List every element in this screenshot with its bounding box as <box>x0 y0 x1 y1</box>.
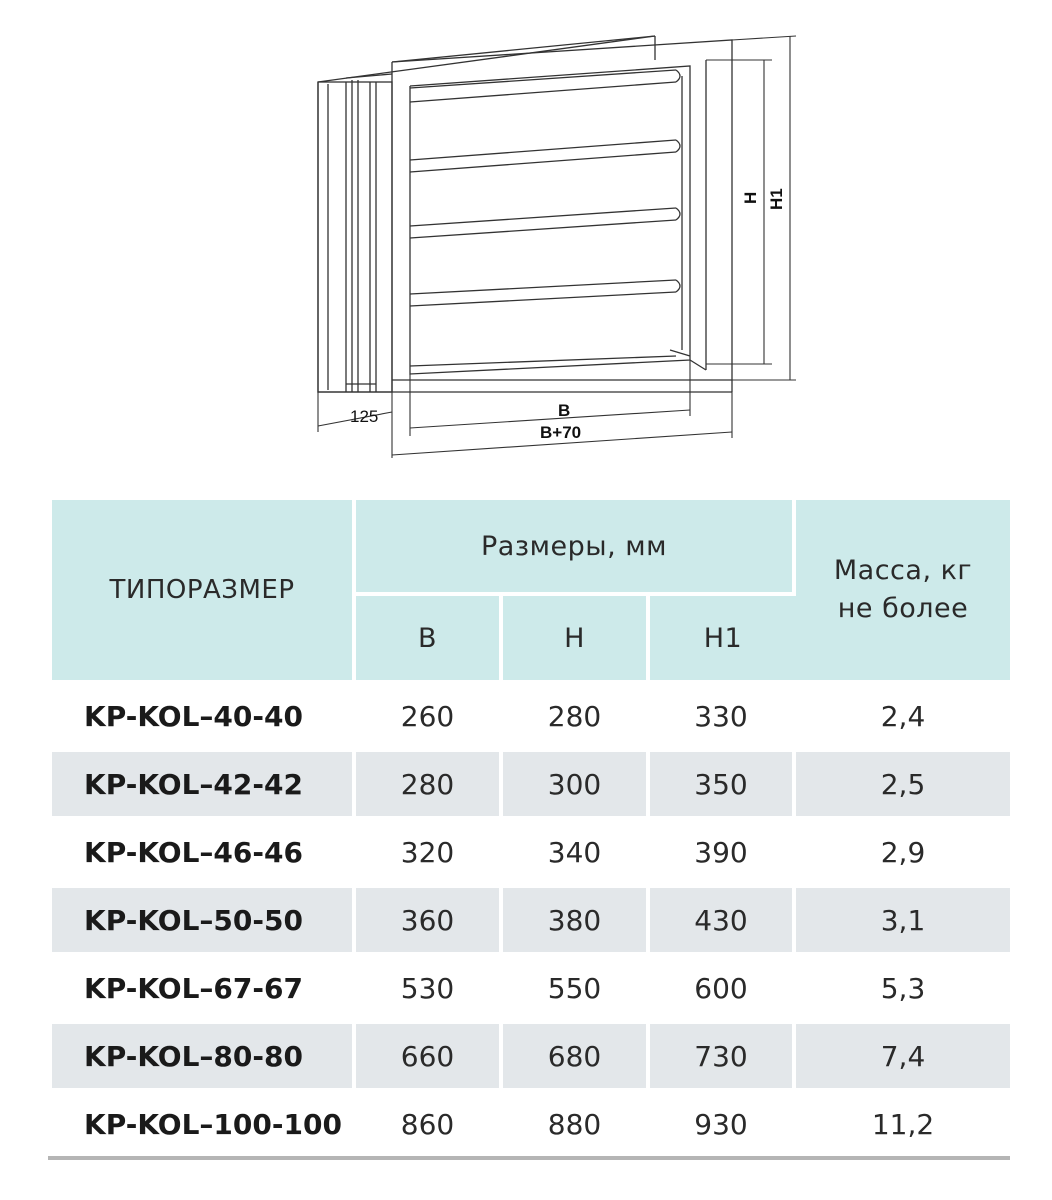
cell-mass: 2,5 <box>796 752 1010 820</box>
cell-model: KP-KOL–42-42 <box>52 752 356 820</box>
cell-h: 880 <box>503 1092 650 1160</box>
cell-mass: 2,9 <box>796 820 1010 888</box>
table-row <box>52 820 1010 888</box>
cell-h1: 730 <box>650 1024 796 1092</box>
table-row <box>52 956 1010 1024</box>
cell-b: 360 <box>356 888 503 956</box>
dim-b-label: B <box>558 401 571 420</box>
cell-mass: 3,1 <box>796 888 1010 956</box>
header-mass-line2: не более <box>837 593 969 624</box>
dim-depth-label: 125 <box>350 407 379 426</box>
cell-model: KP-KOL–67-67 <box>52 956 356 1024</box>
cell-model: KP-KOL–100-100 <box>52 1092 356 1160</box>
cell-h: 550 <box>503 956 650 1024</box>
table-bottom-rule <box>48 1156 1010 1160</box>
dim-h-label: H <box>741 191 760 204</box>
table-row <box>52 1092 1010 1160</box>
cell-h1: 430 <box>650 888 796 956</box>
damper-schematic <box>0 0 1052 480</box>
header-mass-line1: Масса, кг <box>833 555 973 586</box>
table-row <box>52 888 1010 956</box>
cell-h1: 930 <box>650 1092 796 1160</box>
cell-b: 530 <box>356 956 503 1024</box>
cell-mass: 7,4 <box>796 1024 1010 1092</box>
table-row <box>52 1024 1010 1092</box>
cell-h: 300 <box>503 752 650 820</box>
dim-h1-label: H1 <box>767 188 786 210</box>
damper-drawing <box>0 0 1052 480</box>
cell-mass: 11,2 <box>796 1092 1010 1160</box>
cell-b: 660 <box>356 1024 503 1092</box>
header-h1: H1 <box>650 596 796 684</box>
cell-h1: 600 <box>650 956 796 1024</box>
cell-h: 340 <box>503 820 650 888</box>
cell-h: 380 <box>503 888 650 956</box>
cell-h1: 390 <box>650 820 796 888</box>
header-model: ТИПОРАЗМЕР <box>52 500 356 684</box>
spec-table <box>52 500 1010 1160</box>
cell-model: KP-KOL–80-80 <box>52 1024 356 1092</box>
cell-h1: 330 <box>650 684 796 752</box>
cell-mass: 2,4 <box>796 684 1010 752</box>
cell-model: KP-KOL–46-46 <box>52 820 356 888</box>
cell-h: 680 <box>503 1024 650 1092</box>
cell-mass: 5,3 <box>796 956 1010 1024</box>
cell-h1: 350 <box>650 752 796 820</box>
cell-model: KP-KOL–50-50 <box>52 888 356 956</box>
table-row <box>52 684 1010 752</box>
cell-b: 260 <box>356 684 503 752</box>
header-b: B <box>356 596 503 684</box>
cell-b: 860 <box>356 1092 503 1160</box>
cell-h: 280 <box>503 684 650 752</box>
cell-b: 280 <box>356 752 503 820</box>
dim-b70-label: B+70 <box>540 423 582 442</box>
cell-b: 320 <box>356 820 503 888</box>
cell-model: KP-KOL–40-40 <box>52 684 356 752</box>
table-row <box>52 752 1010 820</box>
header-h: H <box>503 596 650 684</box>
header-mass <box>796 500 1010 684</box>
header-sizes: Размеры, мм <box>356 500 796 596</box>
